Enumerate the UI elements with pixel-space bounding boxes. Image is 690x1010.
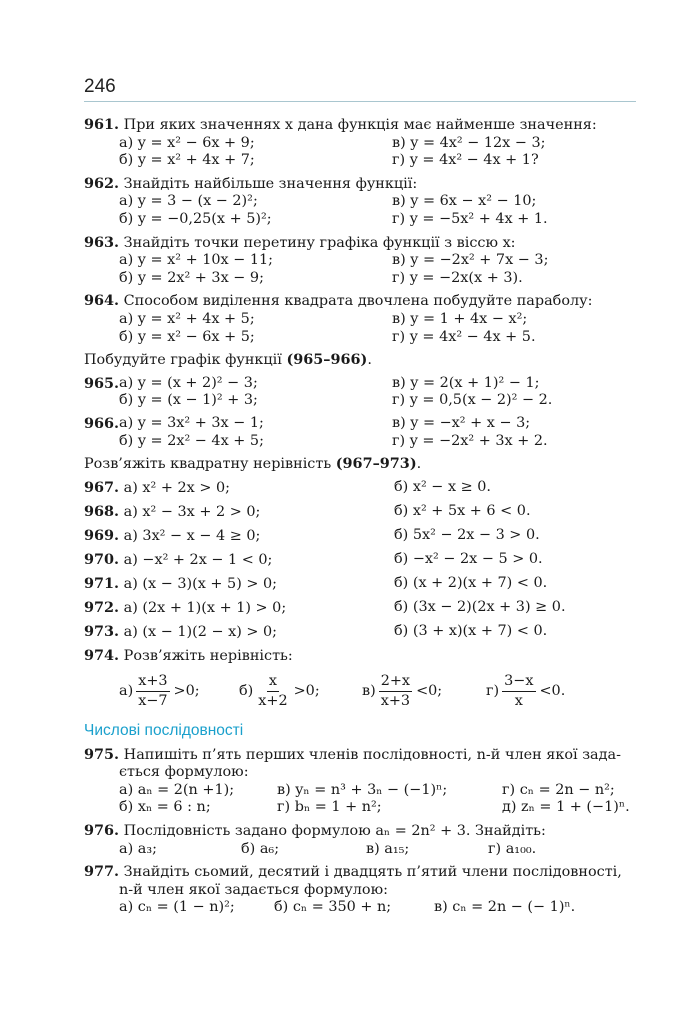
item-a: а) (x − 1)(2 − x) > 0; [123, 624, 278, 641]
instruction-end: . [416, 456, 422, 473]
problem-text: Знайдіть найбільше значення функції: [123, 175, 418, 192]
problem-number: 972. [84, 599, 120, 617]
numerator: 3−x [502, 673, 535, 693]
item-b: б) a₆; [241, 840, 280, 857]
numerator: 2+x [379, 673, 412, 693]
item-a: а) a₃; [119, 840, 157, 857]
item-b: б) 5x² − 2x − 3 > 0. [394, 526, 540, 543]
item-g2: г) bₙ = 1 + n²; [277, 799, 382, 816]
item-a: а) y = x² + 4x + 5; [119, 310, 255, 327]
problem-number: 964. [84, 292, 120, 310]
problem-970 [84, 551, 640, 570]
fraction-item-v [362, 673, 486, 711]
problem-number: 971. [84, 575, 120, 593]
problem-text-line1: Знайдіть сьомий, десятий і двадцять п’ятий члени послідовності, [123, 864, 622, 881]
item-a: а) x² + 2x > 0; [123, 479, 230, 496]
item-b: б) cₙ = 350 + n; [274, 899, 392, 916]
inequality-list [84, 479, 640, 642]
item-g: г) y = 4x² − 4x + 5. [392, 328, 536, 345]
problem-974 [84, 647, 640, 716]
fraction [502, 673, 535, 711]
relation: >0; [293, 683, 320, 700]
problem-969 [84, 527, 640, 546]
denominator: x [514, 693, 523, 710]
item-v: в) y = 6x − x² − 10; [392, 193, 537, 210]
problem-number: 977. [84, 863, 120, 881]
relation: <0; [416, 683, 443, 700]
item-v: в) cₙ = 2n − (− 1)ⁿ. [434, 899, 576, 916]
problem-977 [84, 863, 640, 917]
fraction-item-g [486, 673, 586, 711]
problem-text-line2: ється формулою: [119, 764, 249, 781]
item-b: б) y = (x − 1)² + 3; [119, 392, 258, 409]
item-b: б) y = 2x² − 4x + 5; [119, 432, 264, 449]
item-a: а) (2x + 1)(x + 1) > 0; [123, 600, 287, 617]
item-a: а) aₙ = 2(n +1); [119, 781, 235, 798]
problem-972 [84, 599, 640, 618]
item-a: а) y = (x + 2)² − 3; [119, 374, 258, 391]
denominator: x−7 [138, 693, 168, 710]
fraction-item-a [119, 673, 239, 711]
problem-976 [84, 822, 640, 858]
problem-961 [84, 116, 640, 170]
fraction [136, 673, 169, 711]
item-g: г) y = −5x² + 4x + 1. [392, 210, 548, 227]
instruction-inequality [84, 455, 640, 474]
problem-text: При яких значеннях x дана функція має найменше значення: [123, 117, 597, 133]
problem-968 [84, 503, 640, 522]
instruction-range: (965–966) [286, 351, 368, 369]
item-v: в) y = 2(x + 1)² − 1; [392, 374, 540, 391]
item-label: а) [119, 683, 134, 700]
problem-number: 967. [84, 478, 120, 496]
fraction-item-b [239, 673, 362, 711]
instruction-text: Розв’яжіть квадратну нерівність [84, 456, 336, 473]
problem-963-statement [84, 234, 640, 253]
item-b: б) xₙ = 6 : n; [119, 799, 211, 816]
item-b: б) y = −0,25(x + 5)²; [119, 210, 272, 227]
problem-number: 970. [84, 550, 120, 568]
problem-964 [84, 292, 640, 346]
item-a: а) y = x² − 6x + 9; [119, 134, 255, 151]
item-b: б) y = x² + 4x + 7; [119, 152, 255, 169]
item-g: г) y = 4x² − 4x + 1? [392, 152, 539, 169]
item-g: г) y = −2x(x + 3). [392, 269, 523, 286]
item-b: б) x² − x ≥ 0. [394, 478, 491, 495]
problem-962-statement [84, 175, 640, 194]
item-g: г) a₁₀₀. [488, 840, 537, 857]
item-g: г) y = −2x² + 3x + 2. [392, 432, 548, 449]
problem-number: 963. [84, 233, 120, 251]
problem-number: 976. [84, 821, 120, 839]
problem-text-line1: Напишіть п’ять перших членів послідовності, n-й член якої зада- [123, 746, 621, 763]
problem-963 [84, 234, 640, 288]
item-g: г) y = 0,5(x − 2)² − 2. [392, 392, 553, 409]
problem-number: 974. [84, 647, 120, 665]
item-b: б) (x + 2)(x + 7) < 0. [394, 575, 548, 592]
problem-text: Розв’яжіть нерівність: [123, 648, 293, 665]
problem-number: 975. [84, 745, 120, 763]
page-number: 246 [84, 76, 116, 97]
item-a: а) y = x² + 10x − 11; [119, 252, 273, 269]
problem-973 [84, 623, 640, 642]
denominator: x+3 [380, 693, 411, 710]
item-a: а) y = 3x² + 3x − 1; [119, 414, 264, 431]
item-g: г) cₙ = 2n − n²; [502, 781, 615, 798]
problem-965 [84, 375, 640, 410]
item-d: д) zₙ = 1 + (−1)ⁿ. [502, 799, 630, 816]
instruction-end: . [367, 352, 372, 369]
item-v: в) y = −2x² + 7x − 3; [392, 252, 549, 269]
item-a: а) x² − 3x + 2 > 0; [123, 503, 261, 520]
problem-967 [84, 479, 640, 498]
item-a: а) cₙ = (1 − n)²; [119, 899, 235, 916]
item-b: б) y = x² − 6x + 5; [119, 328, 255, 345]
item-v: в) y = −x² + x − 3; [392, 414, 531, 431]
problem-975 [84, 746, 640, 817]
item-b: б) −x² − 2x − 5 > 0. [394, 550, 543, 567]
problem-text: Способом виділення квадрата двочлена побудуйте параболу: [123, 293, 593, 310]
problem-text-line2: n-й член якої задається формулою: [119, 881, 388, 898]
item-a: а) (x − 3)(x + 5) > 0; [123, 576, 278, 593]
item-b: б) (3x − 2)(2x + 3) ≥ 0. [394, 599, 566, 616]
problem-text: Знайдіть точки перетину графіка функції з віссю x: [123, 234, 516, 251]
instruction-range: (967–973) [335, 455, 417, 473]
fraction [379, 673, 412, 711]
numerator: x+3 [136, 673, 169, 693]
page-content [84, 116, 640, 922]
problem-964-statement [84, 292, 640, 311]
problem-number: 973. [84, 623, 120, 641]
problem-number: 969. [84, 526, 120, 544]
problem-number: 961. [84, 116, 120, 133]
item-v: в) y = 4x² − 12x − 3; [392, 134, 546, 151]
section-heading: Числові послідовності [84, 721, 244, 739]
item-label: в) [362, 683, 376, 700]
relation: <0. [539, 683, 566, 700]
item-b: б) x² + 5x + 6 < 0. [394, 502, 531, 519]
numerator: x [267, 673, 279, 693]
instruction-graph [84, 351, 640, 370]
header-rule [84, 101, 636, 102]
item-b: б) (3 + x)(x + 7) < 0. [394, 623, 548, 640]
item-label: г) [486, 683, 500, 700]
item-v: в) a₁₅; [366, 840, 410, 857]
problem-number: 962. [84, 174, 120, 192]
problem-971 [84, 575, 640, 594]
fraction [256, 673, 289, 711]
problem-text: Послідовність задано формулою aₙ = 2n² + 3. Знайдіть: [123, 822, 546, 839]
problem-974-statement [84, 647, 640, 666]
relation: >0; [173, 683, 200, 700]
item-b: б) y = 2x² + 3x − 9; [119, 269, 264, 286]
item-v: в) yₙ = n³ + 3ₙ − (−1)ⁿ; [277, 781, 448, 798]
denominator: x+2 [258, 693, 288, 710]
problem-number: 965. [84, 374, 120, 392]
item-a: а) y = 3 − (x − 2)²; [119, 193, 258, 210]
instruction-text: Побудуйте графік функції [84, 352, 287, 369]
item-label: б) [239, 683, 254, 700]
item-a: а) 3x² − x − 4 ≥ 0; [123, 527, 261, 544]
problem-961-statement [84, 116, 640, 135]
item-v: в) y = 1 + 4x − x²; [392, 310, 528, 327]
item-a: а) −x² + 2x − 1 < 0; [123, 551, 273, 568]
problem-number: 968. [84, 502, 120, 520]
problem-962 [84, 175, 640, 229]
problem-966 [84, 415, 640, 450]
fraction-inequalities [84, 668, 640, 716]
problem-number: 966. [84, 414, 120, 432]
